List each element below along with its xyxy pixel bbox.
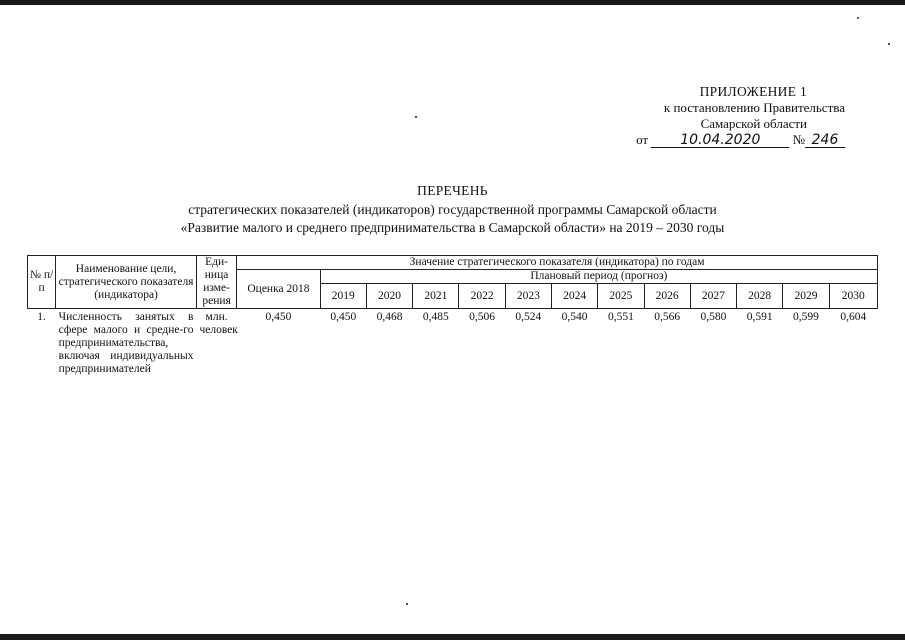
header-year: 2028 (737, 284, 783, 309)
scan-speck (406, 603, 408, 605)
header-year: 2022 (459, 284, 505, 309)
indicator-name: Численность занятых в сфере малого и средне-го предпринимательства, включая индивидуальных предпринимателей (58, 311, 194, 375)
appendix-date-line (565, 132, 845, 148)
header-values-group: Значение стратегического показателя (индикатора) по годам (237, 256, 878, 270)
scan-speck (415, 116, 417, 118)
year-value: 0,580 (700, 311, 727, 323)
header-plan-period: Плановый период (прогноз) (320, 270, 877, 284)
appendix-title: ПРИЛОЖЕНИЕ 1 (699, 84, 807, 99)
header-year: 2026 (644, 284, 690, 309)
bottom-scan-border (0, 634, 905, 640)
number-label: № (792, 132, 805, 147)
document-subtitle-line2: «Развитие малого и среднего предпринимательства в Самарской области» на 2019 – 2030 годы (180, 220, 725, 235)
year-value: 0,591 (746, 311, 773, 323)
indicators-table (27, 255, 878, 376)
estimate-value: 0,450 (265, 311, 292, 323)
year-value: 0,450 (330, 311, 357, 323)
year-value: 0,604 (840, 311, 867, 323)
year-value: 0,506 (469, 311, 496, 323)
scan-speck (857, 17, 859, 19)
year-value: 0,599 (793, 311, 819, 323)
document-subtitle-line1: стратегических показателей (индикаторов) государственной программы Самарской области (188, 202, 717, 217)
header-num: № п/п (28, 256, 56, 309)
header-year: 2020 (366, 284, 412, 309)
year-value: 0,551 (607, 311, 634, 323)
top-scan-border (0, 0, 905, 5)
table-row (28, 309, 878, 377)
year-value: 0,524 (515, 311, 542, 323)
appendix-line1: к постановлению Правительства (663, 100, 845, 115)
year-value: 0,540 (561, 311, 588, 323)
header-year: 2023 (505, 284, 551, 309)
year-value: 0,566 (654, 311, 681, 323)
header-year: 2030 (829, 284, 877, 309)
year-value: 0,485 (422, 311, 449, 323)
header-year: 2027 (690, 284, 736, 309)
header-year: 2029 (783, 284, 829, 309)
row-number: 1. (37, 311, 46, 323)
handwritten-date: 10.04.2020 (651, 133, 789, 148)
header-estimate: Оценка 2018 (237, 270, 320, 309)
appendix-block (565, 84, 845, 148)
scan-speck (888, 43, 890, 45)
header-year: 2019 (320, 284, 366, 309)
header-name: Наименование цели, стратегического показателя (индикатора) (56, 256, 197, 309)
header-year: 2024 (551, 284, 597, 309)
document-title: ПЕРЕЧЕНЬ (417, 183, 488, 198)
header-year: 2025 (598, 284, 644, 309)
header-unit: Еди-ница изме-рения (196, 256, 236, 309)
indicator-unit: млн. человек (199, 311, 238, 336)
handwritten-number: 246 (805, 133, 845, 148)
header-year: 2021 (413, 284, 459, 309)
appendix-line2: Самарской области (700, 116, 807, 131)
from-label: от (636, 132, 649, 147)
year-value: 0,468 (376, 311, 403, 323)
